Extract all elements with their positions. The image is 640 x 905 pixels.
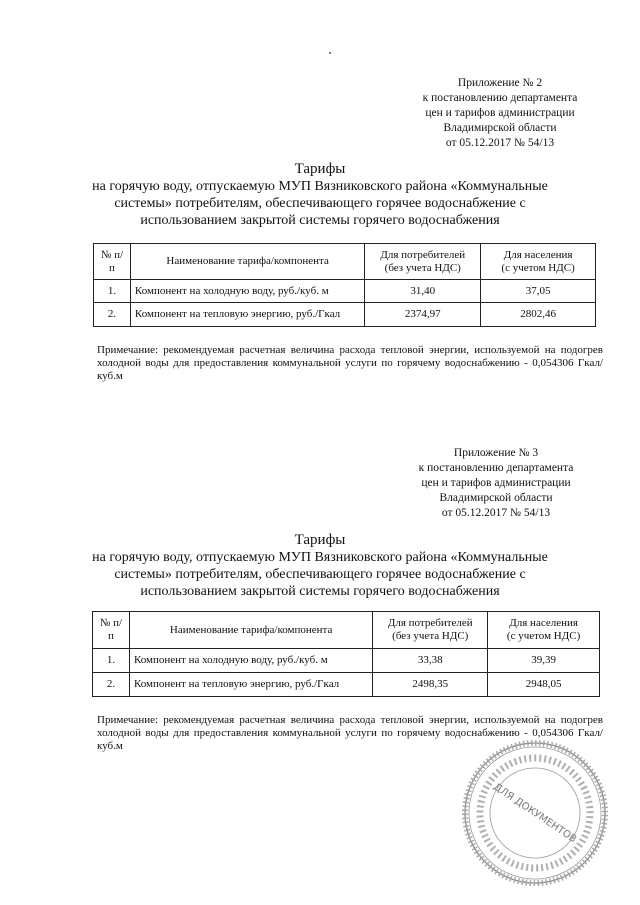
row-consumers: 31,40 [365,280,481,303]
appendix-2-header [400,76,600,151]
header-name: Наименование тарифа/компонента [130,244,364,280]
table-row [93,673,600,697]
appendix-3-header [396,446,596,521]
header-num: № п/п [94,244,131,280]
seal-inner-text: ДЛЯ ДОКУМЕНТОВ [491,781,579,846]
tariff-table-1 [93,243,596,327]
header-text: Для населения [509,617,578,629]
row-name: Компонент на тепловую энергию, руб./Гкал [130,303,364,327]
row-consumers: 2498,35 [373,673,488,697]
table-header-row [94,244,596,280]
row-population: 2802,46 [481,303,596,327]
appendix-line: к постановлению департамента [418,462,574,474]
tariff-subtitle-line: на горячую воду, отпускаемую МУП Вязниковского района «Коммунальные [92,550,548,565]
tariff-table-2 [92,611,600,697]
tariff-subtitle-line: на горячую воду, отпускаемую МУП Вязниковского района «Коммунальные [92,179,548,194]
row-name: Компонент на тепловую энергию, руб./Гкал [129,673,372,697]
header-text: Для потребителей [387,617,473,629]
header-num: № п/п [93,612,130,649]
appendix-line: Приложение № 2 [457,77,543,89]
tariff-title: Тарифы [294,161,346,177]
row-name: Компонент на холодную воду, руб./куб. м [130,280,364,303]
row-num: 2. [94,303,131,327]
tariff-subtitle-line: системы» потребителям, обеспечивающего горячее водоснабжение с [114,567,526,582]
tariff-title-block-1 [0,160,640,229]
appendix-line: цен и тарифов администрации [421,477,571,489]
scan-speck [329,52,331,54]
row-num: 2. [93,673,130,697]
tariff-note-1: Примечание: рекомендуемая расчетная величина расхода тепловой энергии, используемой на подогрев холодной воды для предоставления коммунальной услуги по горячему водоснабжению - 0,054306 Гкал/куб.м [97,344,603,382]
row-population: 39,39 [488,649,600,673]
header-consumers [365,244,481,280]
appendix-line: цен и тарифов администрации [425,107,575,119]
header-text: Для потребителей [380,248,466,261]
tariff-subtitle-line: использованием закрытой системы горячего водоснабжения [140,213,500,228]
appendix-line: от 05.12.2017 № 54/13 [441,507,551,519]
header-text: (без учета НДС) [384,261,461,274]
header-population [488,612,600,649]
tariff-title: Тарифы [294,532,346,548]
header-text: (без учета НДС) [392,630,469,642]
row-num: 1. [94,280,131,303]
tariff-note-2: Примечание: рекомендуемая расчетная величина расхода тепловой энергии, используемой на подогрев холодной воды для предоставления коммунальной услуги по горячему водоснабжению - 0,054306 Гкал/куб.м [97,714,603,752]
appendix-line: Владимирской области [439,492,553,504]
tariff-subtitle-line: использованием закрытой системы горячего водоснабжения [140,584,500,599]
table-row [94,280,596,303]
row-population: 2948,05 [488,673,600,697]
header-text: (с учетом НДС) [506,630,581,642]
header-consumers [373,612,488,649]
header-name: Наименование тарифа/компонента [129,612,372,649]
row-num: 1. [93,649,130,673]
appendix-line: к постановлению департамента [422,92,578,104]
appendix-line: Приложение № 3 [453,447,539,459]
appendix-line: Владимирской области [443,122,557,134]
row-population: 37,05 [481,280,596,303]
tariff-subtitle-line: системы» потребителям, обеспечивающего горячее водоснабжение с [114,196,526,211]
row-consumers: 2374,97 [365,303,481,327]
appendix-line: от 05.12.2017 № 54/13 [445,137,555,149]
row-consumers: 33,38 [373,649,488,673]
row-name: Компонент на холодную воду, руб./куб. м [129,649,372,673]
header-text: Для населения [503,248,573,261]
table-row [94,303,596,327]
tariff-title-block-2 [0,531,640,600]
header-population [481,244,596,280]
header-text: (с учетом НДС) [501,261,575,274]
table-row [93,649,600,673]
official-seal [460,738,610,888]
table-header-row [93,612,600,649]
